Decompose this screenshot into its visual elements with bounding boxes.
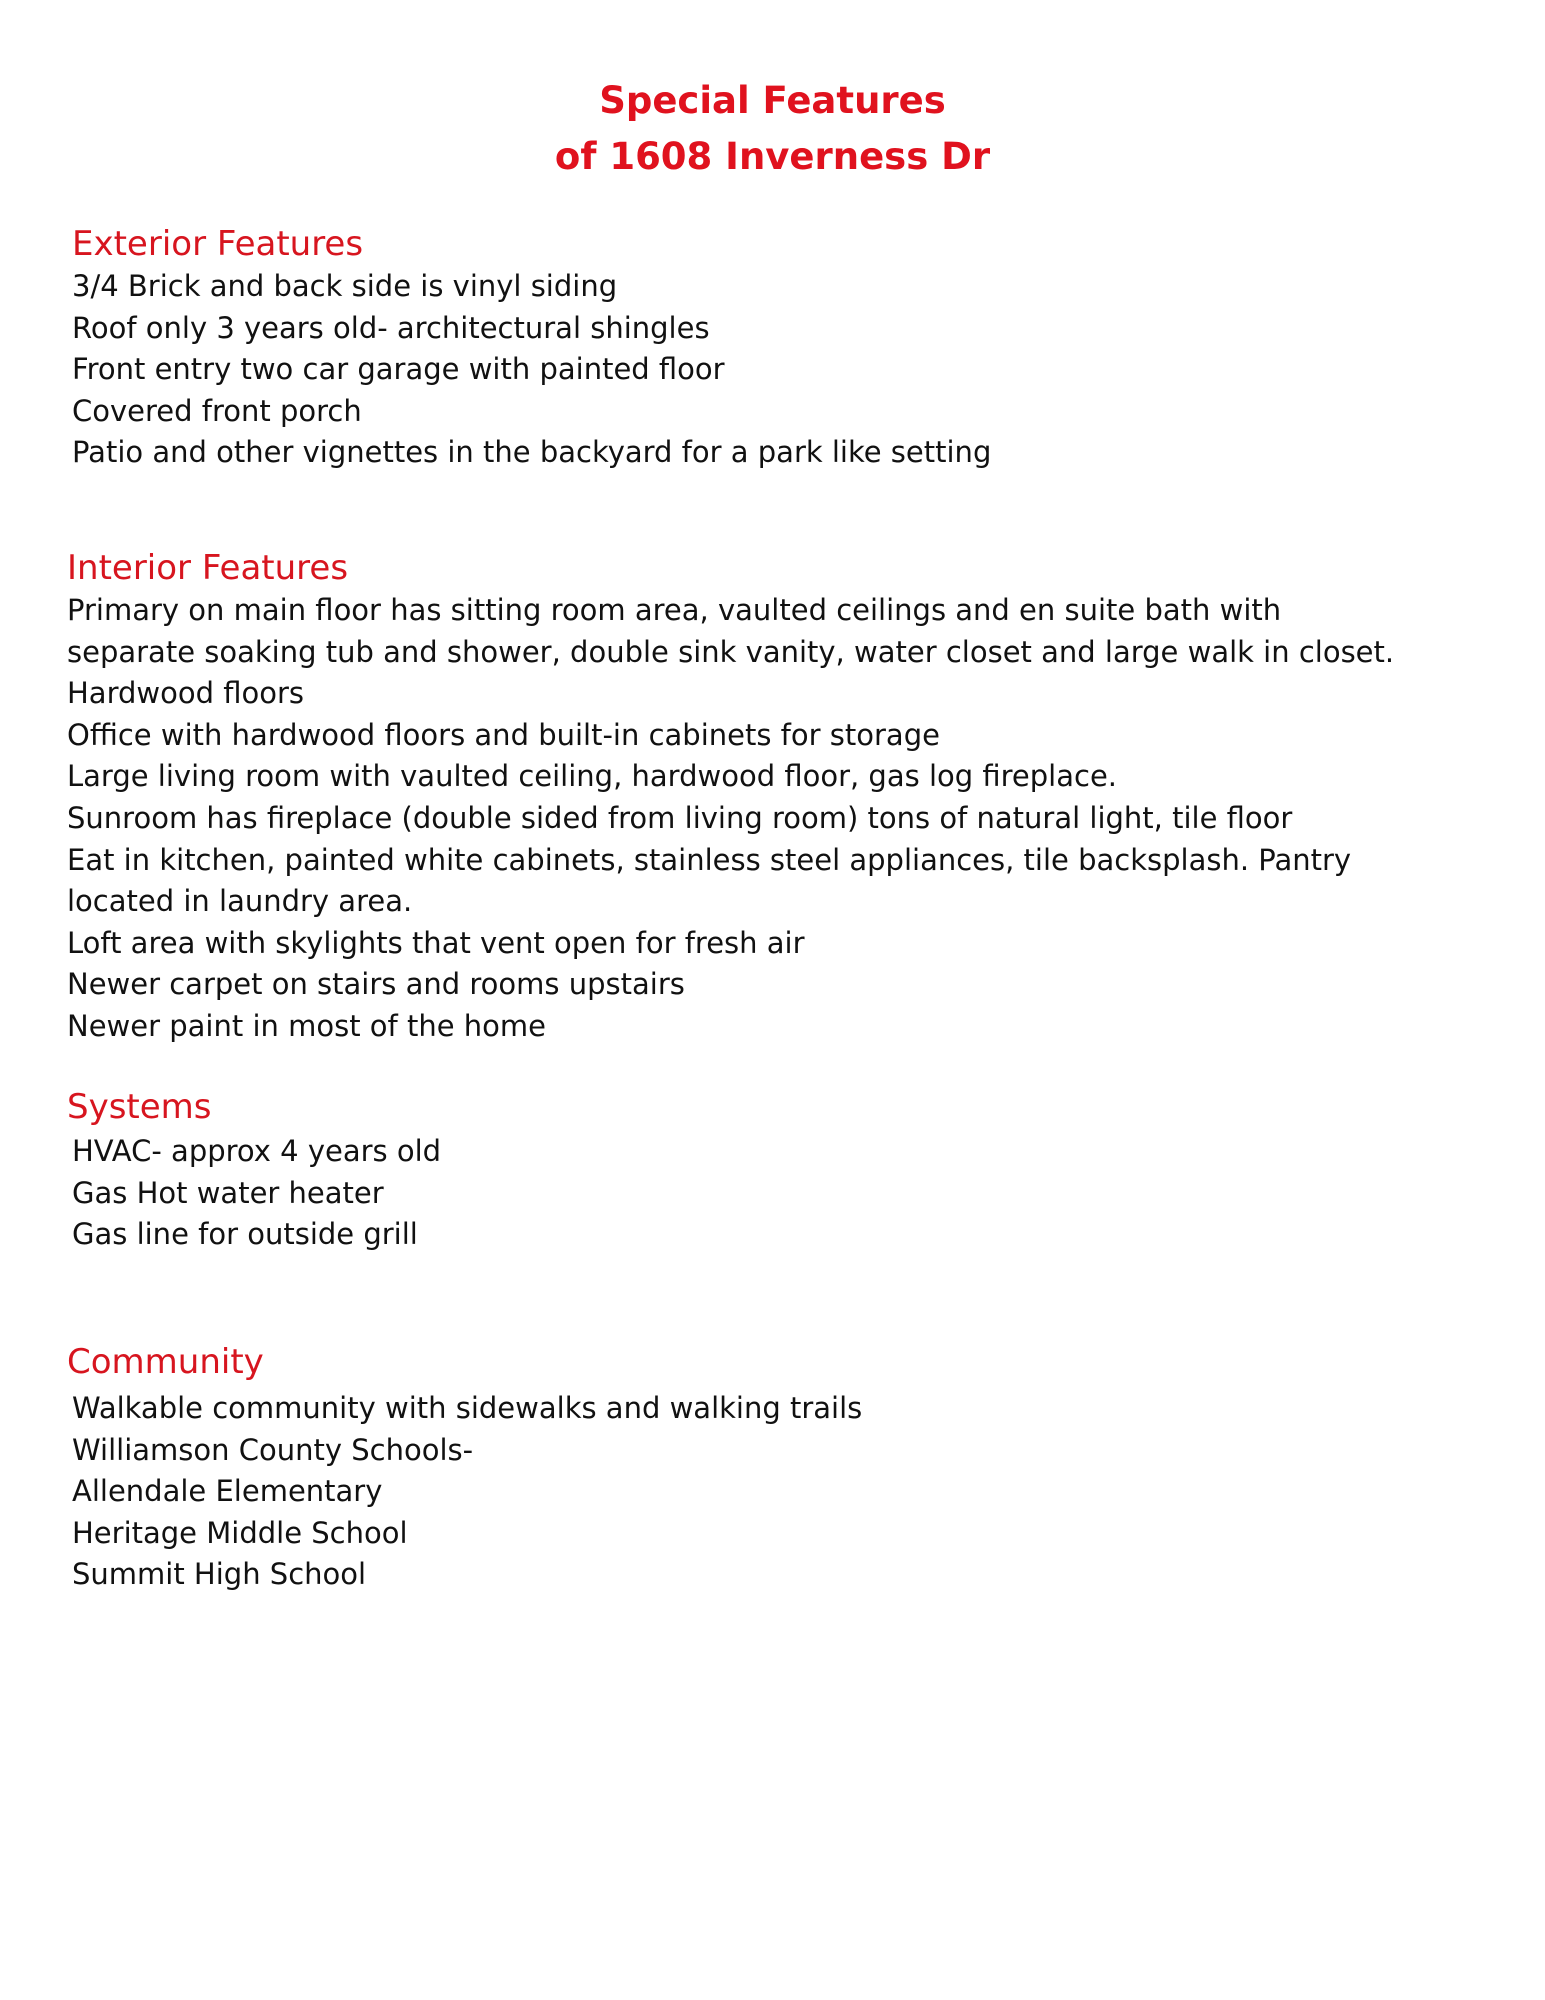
list-item: Summit High School (72, 1557, 367, 1592)
systems-section (67, 1085, 1527, 1256)
list-item: Newer carpet on stairs and rooms upstairs (67, 967, 685, 1002)
exterior-features-heading: Exterior Features (72, 224, 364, 264)
community-list (72, 1388, 1527, 1596)
list-item: Hardwood floors (67, 676, 305, 711)
list-item: Office with hardwood floors and built-in cabinets for storage (67, 717, 940, 752)
list-item: Gas line for outside grill (72, 1217, 418, 1252)
exterior-features-list (72, 266, 1532, 474)
list-item: HVAC- approx 4 years old (72, 1134, 442, 1168)
community-section (67, 1340, 1527, 1596)
list-item: Roof only 3 years old- architectural shingles (72, 310, 710, 345)
list-item: Walkable community with sidewalks and walking trails (72, 1391, 863, 1425)
interior-features-heading: Interior Features (67, 548, 349, 588)
list-item: Allendale Elementary (72, 1474, 383, 1509)
interior-features-list (67, 590, 1527, 1048)
list-item: Sunroom has fireplace (double sided from living room) tons of natural light, tile floor (67, 800, 1293, 835)
exterior-features-section (72, 222, 1532, 474)
title-line-1: Special Features (599, 78, 946, 122)
list-item: Williamson County Schools- (72, 1432, 474, 1467)
systems-heading: Systems (67, 1087, 212, 1127)
list-item: located in laundry area. (67, 884, 413, 919)
list-item: Loft area with skylights that vent open for fresh air (67, 925, 805, 960)
community-heading: Community (67, 1342, 264, 1382)
list-item: Gas Hot water heater (72, 1175, 384, 1210)
interior-features-section (67, 546, 1527, 1048)
list-item: separate soaking tub and shower, double sink vanity, water closet and large walk in closet. (67, 634, 1395, 669)
page-title (0, 73, 1545, 185)
systems-list (72, 1131, 1527, 1256)
list-item: Front entry two car garage with painted floor (72, 352, 725, 387)
list-item: Patio and other vignettes in the backyard for a park like setting (72, 435, 992, 470)
list-item: 3/4 Brick and back side is vinyl siding (72, 269, 618, 303)
list-item: Newer paint in most of the home (67, 1008, 546, 1043)
list-item: Covered front porch (72, 393, 362, 428)
list-item: Heritage Middle School (72, 1515, 408, 1550)
title-line-2: of 1608 Inverness Dr (554, 134, 991, 178)
list-item: Eat in kitchen, painted white cabinets, stainless steel appliances, tile backsplash. Pantry (67, 842, 1352, 877)
list-item: Primary on main floor has sitting room area, vaulted ceilings and en suite bath with (67, 593, 1282, 627)
list-item: Large living room with vaulted ceiling, hardwood floor, gas log fireplace. (67, 759, 1118, 794)
